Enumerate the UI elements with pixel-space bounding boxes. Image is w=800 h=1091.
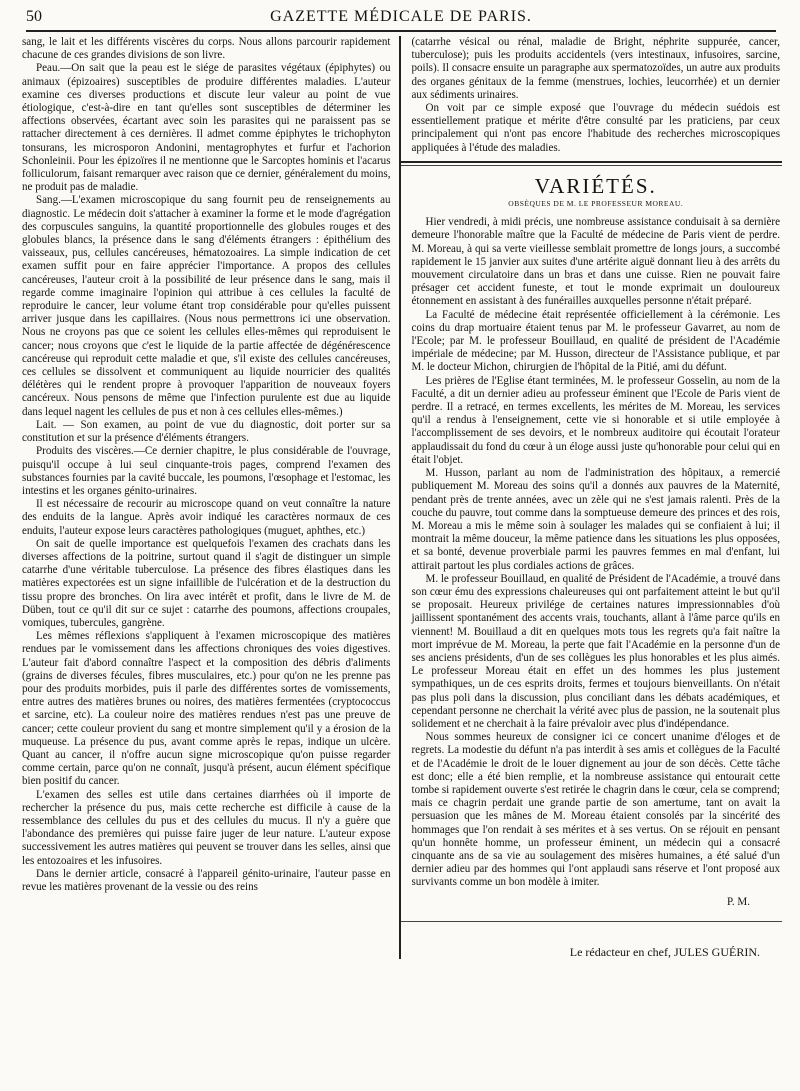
page-header: [26, 8, 776, 32]
article-paragraph: La Faculté de médecine était représentée officiellement à la cérémonie. Les coins du drap mortuaire étaient tenus par M. le professeur Gavarret, au nom de l'Ecole; par M. le professeur Bouillaud, en qualité de président de l'Académie impériale de médecine; par M. Husson, directeur de l'Assistance publique, et par M. le docteur Michon, chirurgien de l'hôpital de la Pitié, ami du défunt.: [411, 308, 780, 374]
section-produits-visceres: Produits des viscères.—Ce dernier chapitre, le plus considérable de l'ouvrage, puisqu'il occupe à lui seul cinquante-trois pages, comprend l'examen des substances fournies par la cavité buccale, les poumons, l'œsophage et l'estomac, les intestins et les organes génito-urinaires.: [22, 445, 391, 497]
right-column: [401, 36, 781, 959]
review-paragraph: Il est nécessaire de recourir au microscope quand on veut connaître la nature des enduits de la langue. Après avoir indiqué les caractères normaux de ces enduits, l'auteur expose leurs caractères pathologiques (muguet, aphthes, etc.): [22, 498, 391, 537]
review-paragraph: On sait de quelle importance est quelquefois l'examen des crachats dans les diverses affections de la poitrine, surtout quand il s'agit de distinguer un simple catarrhe d'une véritable tuberculose. La présence des fibres élastiques dans les matières expectorées est un signe infaillible de l'ulcération et de la destruction du tissu propre des bronches. On lira avec intérêt et profit, dans le livre de M. de Düben, tout ce qu'il dit sur ce sujet : catarrhe des poumons, affections croupales, vomiques, tubercules, gangrène.: [22, 537, 391, 629]
section-divider: [401, 161, 783, 163]
review-conclusion: On voit par ce simple exposé que l'ouvrage du médecin suédois est essentiellement pratique et mérite d'être consulté par les praticiens, par ceux principalement qui n'ont pas encore l'habitude des recherches microscopiques appliquées à l'étude des maladies.: [411, 102, 780, 154]
section-lait: Lait. — Son examen, au point de vue du diagnostic, doit porter sur sa constitution et sur la présence d'éléments étrangers.: [22, 418, 391, 445]
columns: [22, 36, 780, 959]
article-paragraph: M. Husson, parlant au nom de l'administration des hôpitaux, a remercié publiquement M. Moreau des soins qu'il a donnés aux pauvres de la Maternité, pendant près de trente années, avec un zèle qui ne s'est jamais ralenti. Près de la couche du pauvre, tout comme dans la somptueuse demeure des princes et des rois, M. Moreau a mis le même soin à soulager les malades qui se confiaient à lui; il montrait la même douceur, la même patience dans les situations les plus opposées, et sa bonté, devenue proverbiale parmi les pauvres femmes en mal d'enfant, lui attirait partout les plus cordiales actions de grâces.: [411, 467, 780, 572]
review-paragraph: L'examen des selles est utile dans certaines diarrhées où il importe de rechercher la présence du pus, mais cette recherche est difficile à cause de la ressemblance des cellules du pus et des cellules du mucus. Il n'y a guère que l'abondance des premières qui puisse faire juger de leur nature. L'auteur expose successivement les autres matières qui peuvent se trouver dans les selles, ainsi que les entozoaires et les infusoires.: [22, 788, 391, 867]
journal-title: GAZETTE MÉDICALE DE PARIS.: [270, 8, 532, 25]
article-signature: P. M.: [726, 895, 750, 908]
section-peau: Peau.—On sait que la peau est le siége de parasites végétaux (épiphytes) ou animaux (épizoaires) susceptibles de produire différentes maladies. L'auteur examine ces diverses productions et discute leur valeur au point de vue étiologique, c'est-à-dire en tant qu'elles sont susceptibles de déterminer les affections observées, écartant avec soin les parasites qui ne paraissent pas se rattacher directement à ces dernières. Il admet comme épiphytes le trichophyton tonsurans, les microsporon Andonini, mentagrophytes et furfur et l'achorion Schonleinii. Pour les épizoïres il ne mentionne que le Sarcoptes hominis et l'acarus folliculorum, faisant remarquer avec raison que ce dernier, généralement du moins, ne produit pas de maladie.: [22, 62, 391, 194]
review-paragraph: Dans le dernier article, consacré à l'appareil génito-urinaire, l'auteur passe en revue les matières provenant de la vessie ou des reins: [22, 867, 391, 893]
review-paragraph: sang, le lait et les différents viscères du corps. Nous allons parcourir rapidement chacune de ces grandes divisions de son livre.: [22, 36, 391, 62]
page-number: 50: [26, 8, 42, 25]
article-subtitle: OBSÈQUES DE M. LE PROFESSEUR MOREAU.: [508, 199, 684, 209]
article-paragraph: Nous sommes heureux de consigner ici ce concert unanime d'éloges et de regrets. La modestie du défunt n'a pas interdit à ses amis et collègues de la Faculté et de l'Académie le droit de le louer dignement au jour de son décès. Cette tâche est donc; elle a été bien remplie, et la nombreuse assistance qui entourait cette tombe si rapidement ouverte s'est retirée le chagrin dans le cœur, cela se comprend; mais ce chagrin perdait une grande partie de son amertume, tant on avait la persuasion que les mânes de M. Moreau étaient consolés par la sincérité des hommages que l'on rendait à ses mérites et à ses vertus. On se réjouit en pensant qu'un honnête homme, un professeur éminent, un médecin qui a consacré cinquante ans de sa vie au soulagement des misères humaines, a été salué d'un dernier adieu par des hommes qui l'ont applaudi sans réserve et l'ont proposé aux survivants comme un bon modèle à imiter.: [411, 731, 780, 889]
section-divider: [401, 165, 783, 166]
section-title-varietes: VARIÉTÉS.: [534, 173, 657, 198]
left-column: [22, 36, 401, 959]
editor-credit: Le rédacteur en chef, JULES GUÉRIN.: [569, 944, 760, 959]
article-paragraph: M. le professeur Bouillaud, en qualité de Président de l'Académie, a trouvé dans son cœur ému des expressions chaleureuses qui ont parfaitement atteint le but qu'il se proposait. Heureux privilége de certaines natures impressionnables d'où jaillissent spontanément des accents vrais, touchants, allant à l'âme parce qu'ils en viennent! M. Bouillaud a dit en quelques mots tous les regrets qu'a fait naître la mort imprévue de M. Moreau, la perte que fait l'Académie en la personne d'un de ses anciens présidents, d'un de ses collègues les plus honorables et les plus aimés. Le professeur Moreau était en effet un des hommes les plus justement sympathiques, un de ces esprits droits, fermes et toujours bienveillants. On n'était pas plus poli dans la discussion, plus conciliant dans les débats académiques, et cependant personne ne cherchait la vérité avec plus de passion, ne la soutenait plus solidement et ne cherchait à la faire prévaloir avec plus d'indépendance.: [411, 572, 780, 730]
article-paragraph: Les prières de l'Eglise étant terminées, M. le professeur Gosselin, au nom de la Faculté, a dit un dernier adieu au professeur éminent que l'Ecole de Paris vient de perdre. Il a retracé, en termes excellents, les mérites de M. Moreau, les services qu'il a rendus à l'enseignement, cette vie si honorable et si utile employée à l'accomplissement de ses devoirs, et le nombreux auditoire qui écoutait l'orateur applaudissait du fond du cœur à un éloge aussi juste qu'honorable pour celui qui en était l'objet.: [411, 374, 780, 466]
review-paragraph: (catarrhe vésical ou rénal, maladie de Bright, néphrite suppurée, cancer, tuberculose); puis les produits accidentels (vers intestinaux, infusoires, sarcine, poils). Il consacre ensuite un paragraphe aux spermatozoïdes, un autre aux produits des organes génitaux de la femme (menstrues, lochies, leucorrhée) et un dernier aux sédiments urinaires.: [411, 36, 780, 101]
article-paragraph: Hier vendredi, à midi précis, une nombreuse assistance conduisait à sa dernière demeure l'honorable maître que la Faculté de médecine de Paris vient de perdre. M. Moreau, à qui sa verte vieillesse semblait promettre de longs jours, a succombé rapidement le 15 janvier aux suites d'une artérite aiguë donnant lieu à des arrêts du mouvement circulatoire dans un bras et dans une cuisse. Rien ne pouvait faire présager cet accident funeste, et tout le monde exprimait un douloureux étonnement en assistant à des funérailles auxquelles personne n'était préparé.: [411, 216, 780, 308]
section-divider: [401, 921, 783, 922]
review-paragraph: Les mêmes réflexions s'appliquent à l'examen microscopique des matières rendues par le vomissement dans les affections chroniques des voies digestives. L'auteur fait d'abord connaître l'aspect et la composition des débris d'aliments (grains de diverses fécules, fibres musculaires, etc.) pour qu'on ne les prenne pas pour des produits morbides, puis il parle des différentes sortes de vomissements, entre autres des matières brunes ou noires, des matières fermentées (cryptococcus et sarcine, etc). La couleur noire des matières rendues n'est pas une preuve de cancer; cette couleur provient du sang et montre simplement qu'il y a érosion de la muqueuse. La présence du pus, avant comme après le repas, indique un ulcère. Quant au cancer, il n'offre aucun signe microscopique qu'on puisse regarder comme certain, parce qu'on ne connaît, jusqu'à présent, aucun élément spécifique bien positif du cancer.: [22, 630, 391, 788]
section-sang: Sang.—L'examen microscopique du sang fournit peu de renseignements au diagnostic. Le médecin doit s'attacher à examiner la forme et le mode d'agrégation des corpuscules sanguins, la quantité proportionnelle des globules rouges et des globules blancs, la présence dans le sang d'éléments étrangers : épithélium des vaisseaux, pus, cellules cancéreuses, hématozoaires. La simple indication de cet examen suffit pour en faire apprécier l'importance. A propos des cellules cancéreuses, l'auteur croit à la possibilité de leur présence dans le sang, mais il regarde comme imaginaire l'opinion qui attribue à ces cellules la faculté de reproduire le cancer, leur volume étant trop considérable pour qu'elles puissent arriver jusque dans les capillaires. (Nous nous permettrons ici une observation. Nous ne croyons pas que ce soient les cellules elles-mêmes qui reproduisent le cancer; nous croyons que c'est le liquide de la partie affectée de dégénérescence cancéreuse qui reproduit cette maladie et que, s'il existe des cellules cancéreuses, ces cellules se dissolvent et communiquent au liquide nourricier des qualités délétères qui le rendent propre à provoquer l'apparition de nouveaux foyers cancéreux. Nous pensons de même que l'infection purulente est due au liquide dans lequel nagent les cellules de pus et non à ces cellules elles-mêmes.): [22, 194, 391, 418]
